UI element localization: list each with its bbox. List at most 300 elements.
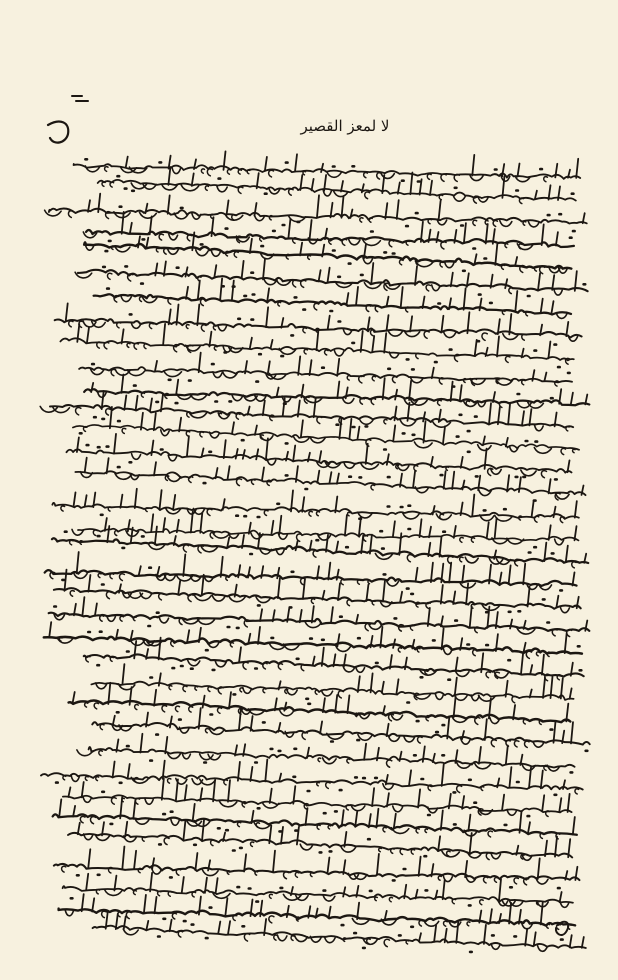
letter-stroke: [263, 401, 265, 416]
letter-stroke: [277, 935, 287, 941]
letter-stroke: [186, 325, 189, 329]
letter-stroke: [407, 555, 412, 562]
letter-stroke: [451, 382, 453, 401]
letter-stroke: [197, 304, 199, 325]
letter-stroke: [452, 899, 455, 904]
letter-stroke: [236, 414, 240, 419]
letter-stroke: [481, 787, 484, 791]
letter-stroke: [328, 563, 330, 580]
letter-stroke: [121, 296, 131, 302]
letter-stroke: [509, 446, 518, 452]
letter-stroke: [184, 820, 186, 839]
line-stroke: [50, 405, 573, 428]
letter-stroke: [142, 837, 145, 841]
letter-stroke: [425, 829, 428, 832]
letter-stroke: [134, 851, 136, 869]
letter-stroke: [192, 892, 196, 897]
letter-stroke: [271, 340, 273, 349]
letter-stroke: [528, 822, 530, 833]
letter-stroke: [509, 565, 511, 584]
letter-stroke: [262, 467, 264, 480]
letter-stroke: [460, 385, 462, 401]
letter-stroke: [126, 157, 128, 168]
letter-stroke: [270, 789, 272, 803]
letter-stroke: [164, 248, 168, 254]
letter-stroke: [416, 829, 419, 833]
letter-stroke: [381, 173, 395, 179]
letter-stroke: [59, 799, 61, 816]
letter-stroke: [312, 179, 314, 191]
letter-stroke: [83, 427, 86, 432]
letter-stroke: [328, 826, 331, 829]
letter-stroke: [263, 689, 266, 693]
letter-stroke: [163, 324, 165, 345]
letter-stroke: [401, 287, 403, 307]
handwritten-line: [49, 597, 590, 636]
letter-stroke: [470, 606, 472, 627]
letter-stroke: [146, 238, 148, 248]
letter-stroke: [435, 694, 443, 700]
letter-stroke: [185, 785, 187, 800]
letter-stroke: [124, 395, 126, 410]
letter-stroke: [417, 648, 420, 652]
letter-stroke: [320, 721, 322, 733]
letter-stroke: [514, 741, 519, 747]
letter-stroke: [411, 849, 414, 854]
letter-stroke: [447, 851, 450, 856]
letter-stroke: [441, 316, 443, 333]
letter-stroke: [87, 327, 89, 342]
letter-stroke: [95, 603, 97, 616]
letter-stroke: [393, 806, 403, 812]
letter-stroke: [500, 573, 502, 584]
letter-stroke: [423, 412, 425, 421]
letter-stroke: [278, 578, 280, 598]
letter-stroke: [120, 495, 122, 508]
letter-stroke: [317, 825, 320, 829]
letter-stroke: [240, 688, 243, 692]
letter-stroke: [309, 511, 313, 516]
letter-stroke: [505, 279, 507, 288]
letter-stroke: [105, 890, 122, 896]
letter-stroke: [303, 580, 305, 599]
letter-stroke: [86, 874, 88, 890]
letter-stroke: [304, 349, 307, 354]
letter-stroke: [506, 746, 508, 765]
letter-stroke: [497, 336, 499, 356]
letter-stroke: [228, 466, 230, 479]
handwritten-line: [69, 683, 571, 730]
line-stroke: [45, 570, 577, 586]
letter-stroke: [242, 261, 244, 279]
letter-stroke: [136, 396, 138, 411]
letter-stroke: [135, 705, 139, 710]
letter-stroke: [347, 600, 351, 606]
letter-stroke: [288, 219, 290, 238]
letter-stroke: [199, 353, 201, 373]
letter-stroke: [115, 474, 132, 480]
letter-stroke: [226, 577, 229, 581]
letter-stroke: [483, 877, 487, 883]
letter-stroke: [462, 566, 464, 583]
letter-stroke: [523, 564, 525, 585]
letter-stroke: [278, 302, 281, 306]
letter-stroke: [183, 545, 188, 552]
letter-stroke: [201, 169, 204, 173]
letter-stroke: [150, 398, 152, 411]
letter-stroke: [165, 737, 167, 753]
letter-stroke: [357, 580, 360, 584]
letter-stroke: [443, 426, 445, 443]
letter-stroke: [238, 187, 243, 193]
letter-stroke: [91, 383, 93, 392]
letter-stroke: [149, 323, 153, 328]
letter-stroke: [534, 266, 537, 271]
letter-stroke: [471, 538, 474, 542]
letter-stroke: [171, 820, 179, 826]
letter-stroke: [341, 181, 343, 192]
letter-stroke: [80, 816, 85, 822]
handwritten-line: [45, 194, 587, 232]
letter-stroke: [441, 810, 443, 830]
letter-stroke: [122, 212, 124, 234]
letter-stroke: [227, 169, 230, 174]
letter-stroke: [76, 407, 81, 414]
letter-stroke: [467, 922, 470, 926]
letter-stroke: [544, 765, 548, 770]
letter-stroke: [93, 530, 97, 535]
letter-stroke: [271, 521, 273, 534]
letter-stroke: [40, 406, 57, 412]
letter-stroke: [449, 563, 451, 583]
letter-stroke: [522, 411, 524, 425]
letter-stroke: [133, 891, 136, 895]
letter-stroke: [357, 427, 359, 440]
letter-stroke: [164, 371, 182, 377]
letter-stroke: [243, 662, 248, 669]
letter-stroke: [493, 221, 497, 227]
letter-stroke: [438, 836, 440, 851]
letter-stroke: [269, 216, 272, 220]
letter-stroke: [398, 648, 401, 652]
letter-stroke: [200, 513, 202, 533]
line-stroke: [73, 425, 579, 450]
letter-stroke: [189, 707, 193, 712]
letter-stroke: [452, 472, 454, 489]
letter-stroke: [182, 877, 184, 892]
letter-stroke: [508, 403, 510, 425]
letter-stroke: [387, 760, 392, 767]
letter-stroke: [372, 336, 374, 352]
letter-stroke: [68, 787, 70, 797]
letter-stroke: [315, 690, 318, 694]
letter-stroke: [317, 195, 319, 217]
letter-stroke: [85, 703, 88, 707]
letter-stroke: [243, 450, 245, 459]
letter-stroke: [100, 724, 104, 729]
letter-stroke: [518, 164, 520, 177]
letter-stroke: [250, 767, 252, 781]
letter-stroke: [430, 181, 432, 195]
letter-stroke: [313, 551, 318, 558]
letter-stroke: [438, 876, 441, 880]
letter-stroke: [127, 343, 130, 347]
letter-stroke: [414, 466, 418, 471]
letter-stroke: [416, 568, 418, 582]
letter-stroke: [183, 686, 187, 692]
letter-stroke: [258, 533, 260, 549]
letter-stroke: [160, 490, 162, 508]
letter-stroke: [201, 325, 206, 332]
letter-stroke: [473, 650, 477, 656]
line-stroke: [63, 795, 572, 812]
letter-stroke: [460, 537, 464, 542]
letter-stroke: [387, 724, 389, 736]
letter-stroke: [347, 376, 350, 380]
letter-stroke: [168, 778, 171, 783]
letter-stroke: [455, 678, 457, 696]
letter-stroke: [187, 235, 191, 241]
letter-stroke: [463, 379, 466, 383]
letter-stroke: [372, 788, 374, 806]
letter-stroke: [178, 581, 180, 595]
letter-stroke: [250, 338, 252, 348]
letter-stroke: [228, 921, 230, 934]
letter-stroke: [532, 501, 534, 516]
letter-stroke: [325, 937, 336, 943]
letter-stroke: [162, 779, 164, 800]
letter-stroke: [77, 552, 79, 573]
letter-stroke: [260, 237, 263, 241]
letter-stroke: [106, 592, 111, 599]
letter-stroke: [214, 346, 217, 350]
letter-stroke: [220, 279, 222, 301]
letter-stroke: [393, 639, 395, 648]
letter-stroke: [424, 421, 426, 443]
letter-stroke: [193, 804, 195, 821]
letter-stroke: [157, 567, 159, 575]
letter-stroke: [308, 255, 311, 259]
letter-stroke: [541, 771, 543, 789]
letter-stroke: [200, 299, 205, 306]
letter-stroke: [266, 307, 268, 327]
handwritten-line: [79, 353, 572, 387]
letter-stroke: [349, 239, 360, 245]
letter-stroke: [247, 170, 250, 174]
letter-stroke: [159, 593, 164, 599]
letter-stroke: [311, 599, 314, 604]
letter-stroke: [327, 858, 329, 874]
letter-stroke: [265, 157, 267, 171]
letter-stroke: [433, 754, 435, 762]
letter-stroke: [389, 240, 394, 246]
letter-stroke: [566, 546, 568, 562]
letter-stroke: [570, 935, 572, 947]
letter-stroke: [92, 898, 94, 911]
letter-stroke: [301, 280, 306, 287]
letter-stroke: [132, 454, 141, 460]
letter-stroke: [406, 241, 409, 245]
letter-stroke: [135, 489, 137, 508]
letter-stroke: [162, 706, 167, 712]
letter-stroke: [491, 740, 496, 747]
letter-stroke: [397, 200, 399, 219]
letter-stroke: [397, 679, 399, 693]
letter-stroke: [144, 895, 146, 913]
letter-stroke: [559, 798, 561, 812]
letter-stroke: [582, 937, 584, 948]
handwritten-line: [77, 734, 575, 773]
letter-stroke: [105, 167, 108, 172]
letter-stroke: [69, 321, 73, 327]
letter-stroke: [326, 535, 328, 552]
letter-stroke: [548, 342, 550, 359]
letter-stroke: [521, 470, 536, 476]
letter-stroke: [173, 495, 175, 509]
letter-stroke: [479, 747, 481, 764]
letter-stroke: [505, 244, 508, 248]
letter-stroke: [365, 624, 370, 631]
letter-stroke: [130, 223, 132, 234]
letter-stroke: [576, 159, 578, 178]
letter-stroke: [472, 155, 474, 176]
letter-stroke: [207, 509, 212, 516]
letter-stroke: [327, 172, 342, 178]
letter-stroke: [534, 932, 536, 946]
letter-stroke: [321, 164, 323, 172]
letter-stroke: [205, 729, 208, 733]
letter-stroke: [65, 910, 73, 916]
handwritten-line: [52, 489, 578, 523]
letter-stroke: [325, 350, 329, 355]
letter-stroke: [306, 808, 308, 825]
letter-stroke: [556, 232, 558, 245]
letter-stroke: [419, 933, 421, 941]
letter-stroke: [106, 409, 111, 415]
letter-stroke: [409, 770, 411, 785]
letter-stroke: [544, 373, 546, 382]
letter-stroke: [552, 275, 554, 290]
letter-stroke: [316, 512, 319, 516]
letter-stroke: [519, 477, 521, 492]
letter-stroke: [122, 847, 124, 869]
letter-stroke: [428, 219, 431, 224]
letter-stroke: [269, 916, 274, 923]
letter-stroke: [475, 717, 480, 724]
letter-stroke: [138, 868, 141, 872]
letter-stroke: [310, 873, 313, 877]
letter-stroke: [375, 897, 378, 901]
letter-stroke: [287, 906, 289, 917]
letter-stroke: [305, 622, 321, 628]
letter-stroke: [283, 872, 288, 879]
letter-stroke: [85, 458, 87, 473]
letter-stroke: [556, 596, 558, 608]
letter-stroke: [280, 710, 294, 716]
letter-stroke: [371, 485, 375, 490]
letter-stroke: [286, 254, 289, 259]
letter-stroke: [456, 658, 458, 672]
letter-stroke: [372, 601, 375, 605]
letter-stroke: [361, 331, 363, 352]
letter-stroke: [122, 664, 124, 684]
letter-stroke: [389, 897, 392, 901]
letter-stroke: [273, 851, 275, 873]
letter-stroke: [490, 909, 492, 923]
line-stroke: [63, 886, 573, 903]
letter-stroke: [573, 817, 575, 835]
letter-stroke: [279, 516, 281, 535]
letter-stroke: [456, 921, 458, 943]
letter-stroke: [111, 798, 116, 805]
letter-stroke: [269, 894, 272, 898]
letter-stroke: [134, 343, 138, 349]
letter-stroke: [256, 823, 259, 828]
letter-stroke: [486, 672, 490, 678]
letter-stroke: [122, 428, 126, 433]
letter-stroke: [462, 481, 464, 490]
letter-stroke: [371, 673, 373, 692]
letter-stroke: [379, 848, 382, 852]
letter-stroke: [571, 722, 573, 743]
letter-stroke: [298, 356, 300, 374]
letter-stroke: [156, 248, 159, 252]
letter-stroke: [170, 716, 172, 727]
letter-stroke: [195, 853, 197, 870]
letter-stroke: [120, 616, 124, 621]
line-stroke: [54, 864, 580, 880]
letter-stroke: [538, 273, 540, 289]
letter-stroke: [524, 741, 529, 747]
letter-stroke: [218, 922, 220, 934]
letter-stroke: [391, 849, 394, 854]
letter-stroke: [208, 687, 211, 692]
letter-stroke: [139, 297, 142, 302]
letter-stroke: [250, 842, 253, 846]
letter-stroke: [571, 393, 573, 404]
letter-stroke: [505, 356, 509, 362]
letter-stroke: [536, 652, 539, 656]
letter-stroke: [419, 857, 421, 876]
letter-stroke: [383, 581, 385, 602]
letter-stroke: [197, 619, 214, 625]
letter-stroke: [377, 173, 382, 179]
letter-stroke: [116, 914, 118, 929]
letter-stroke: [384, 939, 389, 946]
letter-stroke: [515, 291, 517, 312]
letter-stroke: [202, 819, 204, 840]
letter-stroke: [211, 251, 220, 257]
letter-stroke: [138, 236, 140, 247]
letter-stroke: [82, 782, 84, 797]
letter-stroke: [495, 244, 497, 265]
letter-stroke: [384, 333, 386, 352]
letter-stroke: [289, 189, 294, 195]
letter-stroke: [453, 591, 455, 604]
letter-stroke: [410, 316, 412, 331]
letter-stroke: [256, 449, 258, 459]
letter-stroke: [338, 583, 340, 600]
letter-stroke: [366, 585, 368, 601]
line-stroke: [41, 773, 583, 789]
letter-stroke: [464, 223, 466, 243]
letter-stroke: [406, 941, 409, 944]
letter-stroke: [495, 518, 497, 539]
letter-stroke: [394, 814, 396, 829]
letter-stroke: [328, 268, 330, 282]
letter-stroke: [251, 533, 263, 539]
letter-stroke: [217, 186, 227, 192]
